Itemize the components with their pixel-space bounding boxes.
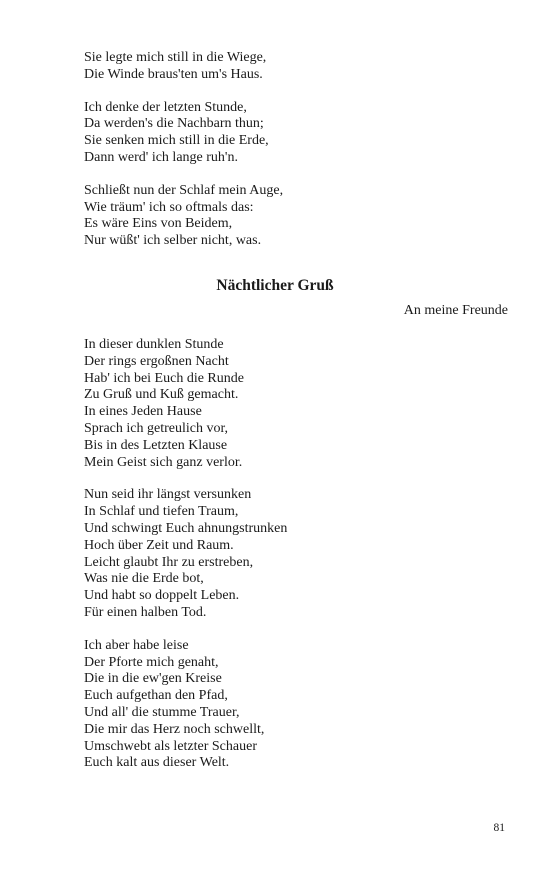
verse-line: Mein Geist sich ganz verlor. [84,454,243,470]
verse-line: Es wäre Eins von Beidem, [84,216,233,232]
verse-line: Hab' ich bei Euch die Runde [84,370,244,386]
verse-line: Dann werd' ich lange ruh'n. [84,149,238,165]
verse-line: Nur wüßt' ich selber nicht, was. [84,233,262,249]
verse-line: Leicht glaubt Ihr zu erstreben, [84,554,254,570]
verse-line: Nun seid ihr längst versunken [84,487,252,503]
verse-line: Und all' die stumme Trauer, [84,704,240,720]
verse-line: Sie senken mich still in die Erde, [84,133,269,149]
verse-line: Euch aufgethan den Pfad, [84,688,228,704]
verse-line: Was nie die Erde bot, [84,571,204,587]
verse-line: Die mir das Herz noch schwellt, [84,721,265,737]
verse-line: Ich aber habe leise [84,637,189,653]
stanza [84,50,514,84]
verse-line: Umschwebt als letzter Schauer [84,738,257,754]
verse-line: Bis in des Letzten Klause [84,437,228,453]
verse-line: Der Pforte mich genaht, [84,654,219,670]
verse-line: Hoch über Zeit und Raum. [84,537,234,553]
stanza [84,337,514,471]
previous-poem-ending [84,50,514,266]
stanza [84,638,514,772]
verse-line: Sprach ich getreulich vor, [84,420,229,436]
poem-dedication: An meine Freunde [403,303,508,318]
page-number: 81 [493,822,505,834]
verse-line: Für einen halben Tod. [84,604,207,620]
verse-line: In eines Jeden Hause [84,404,202,420]
verse-line: Die Winde braus'ten um's Haus. [84,66,263,82]
verse-line: In Schlaf und tiefen Traum, [84,504,239,520]
poem-title: Nächtlicher Gruß [216,277,334,294]
stanza [84,487,514,621]
verse-line: Und habt so doppelt Leben. [84,588,240,604]
verse-line: Euch kalt aus dieser Welt. [84,755,230,771]
verse-line: In dieser dunklen Stunde [84,337,224,352]
verse-line: Ich denke der letzten Stunde, [84,99,247,115]
poem-body [84,337,514,788]
verse-line: Zu Gruß und Kuß gemacht. [84,387,239,403]
stanza [84,100,514,167]
verse-line: Sie legte mich still in die Wiege, [84,50,267,65]
verse-line: Wie träum' ich so oftmals das: [84,199,254,215]
verse-line: Schließt nun der Schlaf mein Auge, [84,182,284,198]
stanza [84,183,514,250]
verse-line: Der rings ergoßnen Nacht [84,353,229,369]
verse-line: Da werden's die Nachbarn thun; [84,116,264,132]
verse-line: Und schwingt Euch ahnungstrunken [84,520,288,536]
verse-line: Die in die ew'gen Kreise [84,671,222,687]
